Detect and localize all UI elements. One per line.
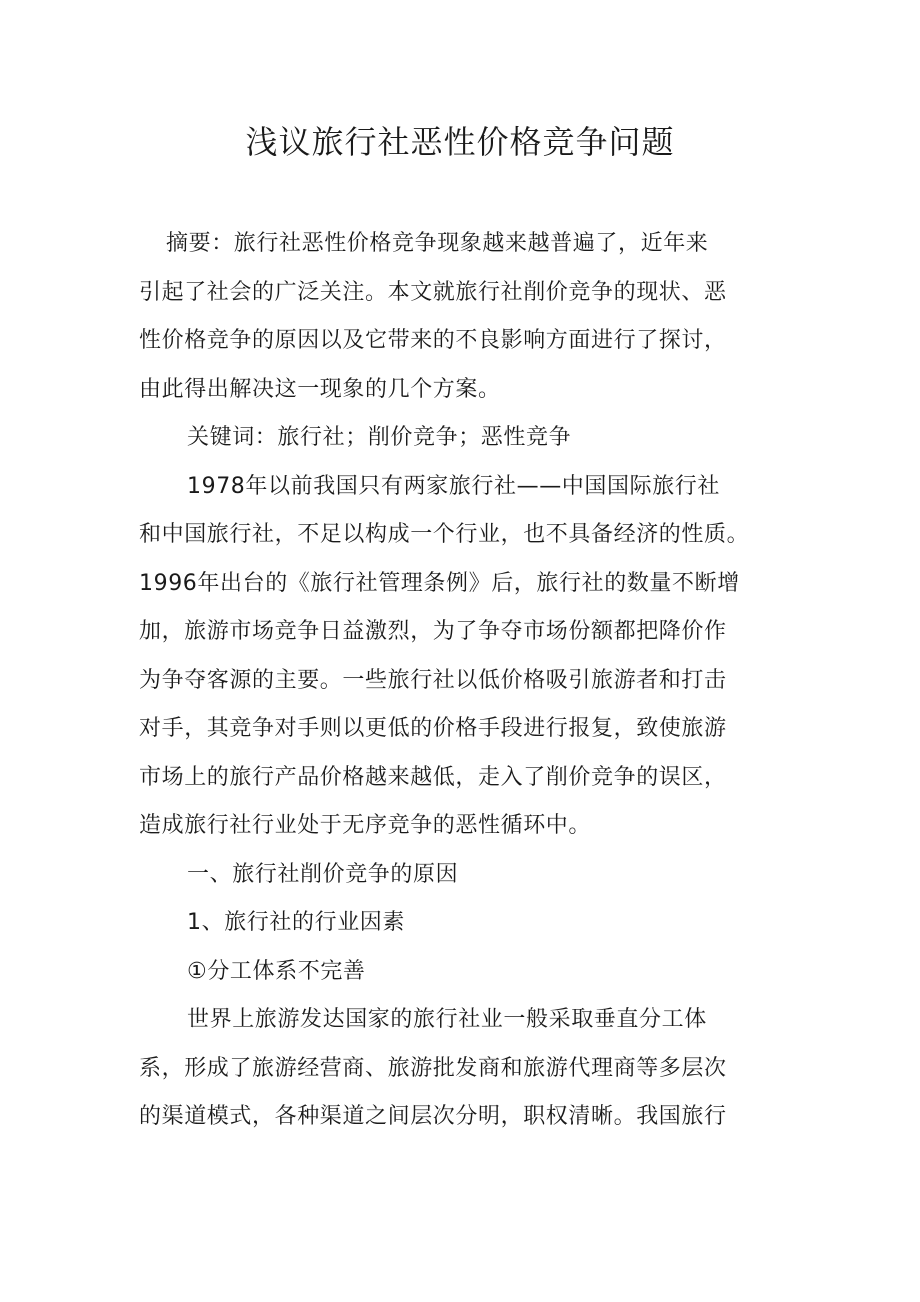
- paragraph-line: 1978年以前我国只有两家旅行社——中国国际旅行社: [187, 473, 720, 499]
- abstract-line: 摘要：旅行社恶性价格竞争现象越来越普遍了，近年来: [166, 231, 709, 256]
- paragraph-line: 1996年出台的《旅行社管理条例》后，旅行社的数量不断增: [139, 570, 740, 596]
- paragraph-line: 的渠道模式，各种渠道之间层次分明，职权清晰。我国旅行: [139, 1104, 727, 1129]
- paragraph-line: 世界上旅游发达国家的旅行社业一般采取垂直分工体: [187, 1007, 707, 1032]
- paragraph-line: 对手，其竞争对手则以更低的价格手段进行报复，致使旅游: [139, 716, 727, 741]
- paragraph-line: 和中国旅行社，不足以构成一个行业，也不具备经济的性质。: [139, 522, 750, 547]
- document-title: 浅议旅行社恶性价格竞争问题: [245, 123, 675, 161]
- keywords-line: 关键词：旅行社；削价竞争；恶性竞争: [187, 425, 572, 450]
- paragraph-line: 系，形成了旅游经营商、旅游批发商和旅游代理商等多层次: [139, 1055, 727, 1081]
- document-body: [139, 220, 779, 1142]
- paragraph-line: 市场上的旅行产品价格越来越低，走入了削价竞争的误区，: [139, 764, 727, 790]
- abstract-line: 引起了社会的广泛关注。本文就旅行社削价竞争的现状、恶: [139, 279, 727, 305]
- abstract-line: 由此得出解决这一现象的几个方案。: [139, 376, 501, 402]
- paragraph-line: 造成旅行社行业处于无序竞争的恶性循环中。: [139, 813, 592, 838]
- subsection-heading: 1、旅行社的行业因素: [187, 910, 405, 935]
- paragraph-line: 加，旅游市场竞争日益激烈，为了争夺市场份额都把降价作: [139, 619, 727, 644]
- section-heading: 一、旅行社削价竞争的原因: [187, 861, 459, 887]
- subsubsection-heading: ①分工体系不完善: [187, 958, 366, 984]
- abstract-line: 性价格竞争的原因以及它带来的不良影响方面进行了探讨，: [139, 328, 727, 353]
- paragraph-line: 为争夺客源的主要。一些旅行社以低价格吸引旅游者和打击: [139, 667, 727, 693]
